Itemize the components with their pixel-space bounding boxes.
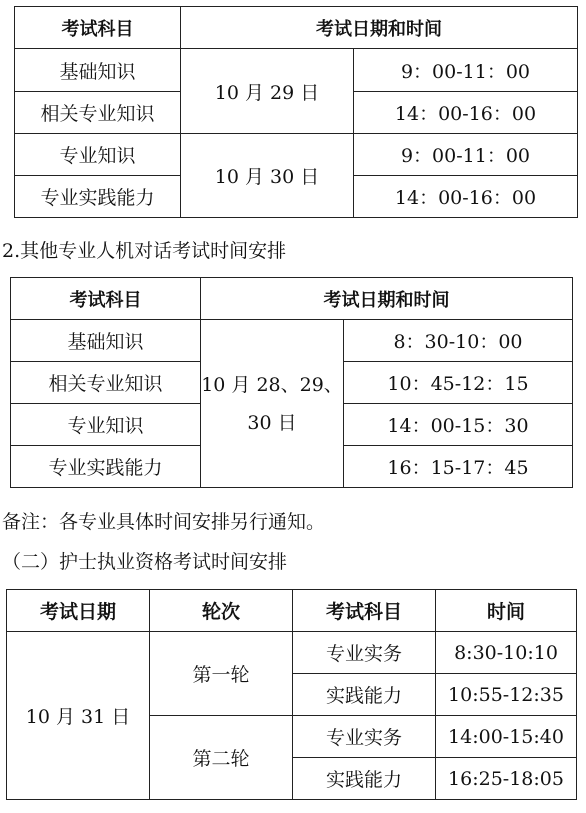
subject-cell: 专业实践能力 [15, 176, 181, 218]
date-cell: 10 月 29 日 [181, 49, 354, 134]
header-date-time: 考试日期和时间 [201, 278, 573, 320]
time-cell: 10:55-12:35 [436, 674, 577, 716]
header-round: 轮次 [150, 590, 293, 632]
subject-cell: 专业知识 [11, 404, 201, 446]
header-subject: 考试科目 [293, 590, 436, 632]
time-cell: 14:00-15:40 [436, 716, 577, 758]
time-cell: 14：00-15：30 [344, 404, 573, 446]
time-cell: 9：00-11：00 [354, 134, 578, 176]
header-date-time: 考试日期和时间 [181, 7, 578, 49]
subject-cell: 专业实务 [293, 716, 436, 758]
note: 备注：各专业具体时间安排另行通知。 [2, 511, 326, 533]
subject-cell: 基础知识 [15, 49, 181, 92]
time-cell: 8:30-10:10 [436, 632, 577, 674]
date-cell: 10 月 30 日 [181, 134, 354, 218]
subject-cell: 专业实践能力 [11, 446, 201, 488]
nurse-exam-schedule-table [6, 589, 577, 800]
time-cell: 14：00-16：00 [354, 92, 578, 134]
time-cell: 14：00-16：00 [354, 176, 578, 218]
header-subject: 考试科目 [11, 278, 201, 320]
subject-cell: 相关专业知识 [11, 362, 201, 404]
round-cell: 第一轮 [150, 632, 293, 716]
time-cell: 8：30-10：00 [344, 320, 573, 362]
date-cell: 10 月 31 日 [7, 632, 150, 800]
header-time: 时间 [436, 590, 577, 632]
subject-cell: 相关专业知识 [15, 92, 181, 134]
time-cell: 16：15-17：45 [344, 446, 573, 488]
exam-schedule-table-2 [10, 277, 573, 488]
date-cell: 10 月 28、29、30 日 [201, 320, 344, 488]
subject-cell: 专业实务 [293, 632, 436, 674]
time-cell: 10：45-12：15 [344, 362, 573, 404]
section-2-title: 2.其他专业人机对话考试时间安排 [2, 240, 287, 262]
subject-cell: 基础知识 [11, 320, 201, 362]
subject-cell: 实践能力 [293, 758, 436, 800]
exam-schedule-table-1 [14, 6, 578, 218]
header-exam-date: 考试日期 [7, 590, 150, 632]
subject-cell: 实践能力 [293, 674, 436, 716]
time-cell: 16:25-18:05 [436, 758, 577, 800]
section-3-title: （二）护士执业资格考试时间安排 [2, 551, 288, 573]
round-cell: 第二轮 [150, 716, 293, 800]
header-subject: 考试科目 [15, 7, 181, 49]
subject-cell: 专业知识 [15, 134, 181, 176]
time-cell: 9：00-11：00 [354, 49, 578, 92]
